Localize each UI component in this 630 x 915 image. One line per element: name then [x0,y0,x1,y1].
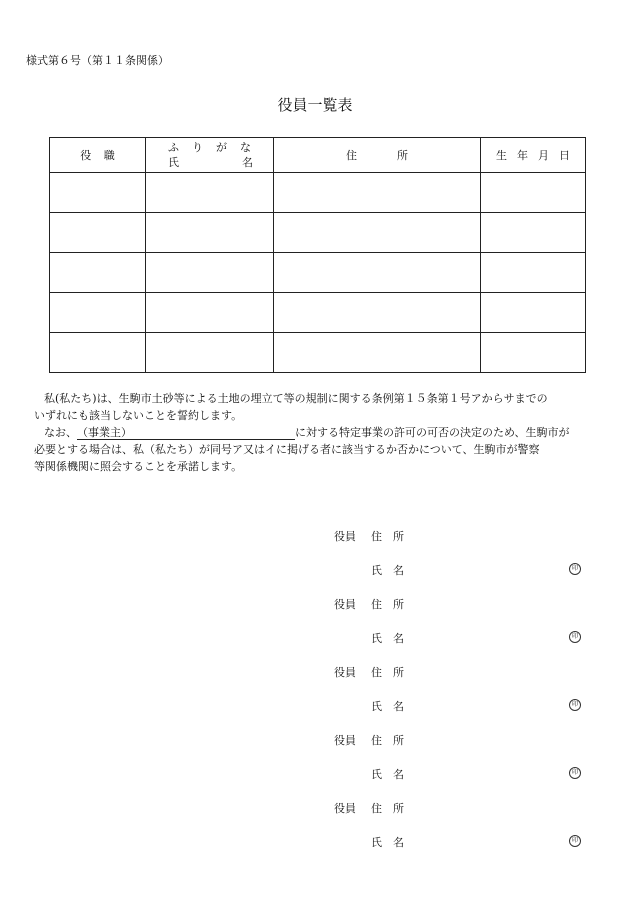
cell-name[interactable] [146,333,274,373]
consent-prefix: なお、 [44,426,77,439]
header-birth-char: 月 [538,149,549,162]
form-number: 様式第６号（第１１条関係） [26,54,169,67]
header-birth-char: 日 [559,149,570,162]
officer-label: 役員 [334,598,356,611]
header-name-char: 氏 [168,156,179,169]
cell-address[interactable] [274,293,481,333]
name-label: 氏 名 [371,700,404,713]
header-name [146,138,274,173]
header-birth-char: 年 [517,149,528,162]
consent-paragraph [34,424,590,475]
address-label: 住 所 [371,734,404,747]
officer-table [49,137,586,373]
business-owner-blank[interactable]: （事業主） [77,426,295,440]
address-label: 住 所 [371,598,404,611]
name-label: 氏 名 [371,768,404,781]
cell-role[interactable] [50,173,146,213]
pledge-paragraph [34,390,590,424]
pledge-line: いずれにも該当しないことを誓約します。 [34,409,243,422]
address-label: 住 所 [371,802,404,815]
pledge-line: 私(私たち)は、生駒市土砂等による土地の埋立て等の規制に関する条例第１５条第１号アからサまでの [44,392,548,405]
cell-birthdate[interactable] [481,293,586,333]
name-label: 氏 名 [371,836,404,849]
cell-name[interactable] [146,253,274,293]
cell-address[interactable] [274,253,481,293]
table-row [50,213,586,253]
seal-icon: 印 [569,835,581,847]
cell-address[interactable] [274,213,481,253]
cell-role[interactable] [50,293,146,333]
name-label: 氏 名 [371,632,404,645]
table-row [50,173,586,213]
address-label: 住 所 [371,666,404,679]
table-header-row [50,138,586,173]
cell-name[interactable] [146,293,274,333]
cell-birthdate[interactable] [481,333,586,373]
seal-icon: 印 [569,767,581,779]
header-role [50,138,146,173]
cell-role[interactable] [50,213,146,253]
seal-icon: 印 [569,631,581,643]
header-furigana-char: な [240,141,251,154]
consent-line: 等関係機関に照会することを承諾します。 [34,460,243,473]
cell-birthdate[interactable] [481,173,586,213]
officer-label: 役員 [334,734,356,747]
address-label: 住 所 [371,530,404,543]
cell-role[interactable] [50,253,146,293]
officer-label: 役員 [334,666,356,679]
consent-line [34,424,590,441]
cell-birthdate[interactable] [481,253,586,293]
header-furigana-char: り [192,141,203,154]
cell-name[interactable] [146,213,274,253]
header-birth-char: 生 [496,149,507,162]
header-role-char: 役 [80,149,92,162]
cell-address[interactable] [274,173,481,213]
header-address-char: 所 [397,149,408,162]
header-role-char: 職 [103,149,115,162]
cell-address[interactable] [274,333,481,373]
cell-birthdate[interactable] [481,213,586,253]
table-row [50,333,586,373]
seal-icon: 印 [569,563,581,575]
seal-icon: 印 [569,699,581,711]
header-furigana-char: が [216,141,227,154]
header-furigana-char: ふ [168,141,179,154]
consent-line: 必要とする場合は、私（私たち）が同号ア又はイに掲げる者に該当するか否かについて、生駒市が警察 [34,443,540,456]
cell-name[interactable] [146,173,274,213]
table-row [50,253,586,293]
header-address [274,138,481,173]
page-title: 役員一覧表 [277,96,353,114]
table-row [50,293,586,333]
header-address-char: 住 [346,149,357,162]
officer-label: 役員 [334,530,356,543]
name-label: 氏 名 [371,564,404,577]
consent-after-blank: に対する特定事業の許可の可否の決定のため、生駒市が [295,426,570,439]
header-name-char: 名 [242,156,253,169]
officer-label: 役員 [334,802,356,815]
cell-role[interactable] [50,333,146,373]
header-birthdate [481,138,586,173]
